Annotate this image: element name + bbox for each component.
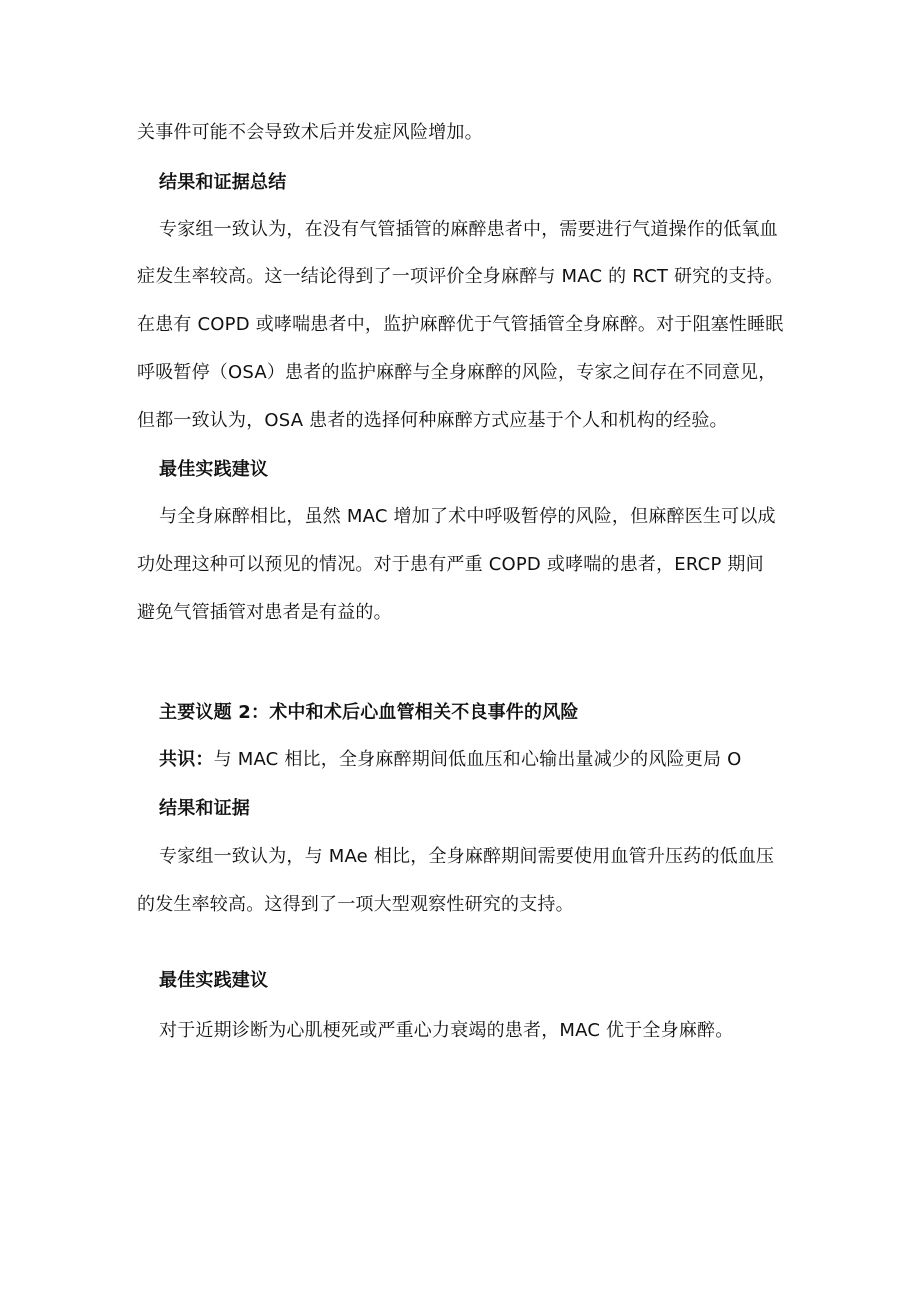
paragraph-line: 在患有 COPD 或哮喘患者中，监护麻醉优于气管插管全身麻醉。对于阻塞性睡眠 (137, 314, 784, 335)
paragraph-line: 关事件可能不会导致术后并发症风险增加。 (137, 122, 483, 143)
paragraph-line: 与全身麻醉相比，虽然 MAC 增加了术中呼吸暂停的风险，但麻醉医生可以成 (159, 506, 776, 527)
paragraph-line: 避免气管插管对患者是有益的。 (137, 602, 392, 623)
paragraph-line: 对于近期诊断为心肌梗死或严重心力衰竭的患者，MAC 优于全身麻醉。 (159, 1020, 734, 1041)
section-heading: 结果和证据 (159, 798, 250, 819)
consensus-text: 与 MAC 相比，全身麻醉期间低血压和心输出量减少的风险更局 O (213, 749, 742, 770)
paragraph-line: 呼吸暂停（OSA）患者的监护麻醉与全身麻醉的风险，专家之间存在不同意见， (137, 362, 777, 383)
paragraph-line: 功处理这种可以预见的情况。对于患有严重 COPD 或哮喘的患者，ERCP 期间 (137, 554, 764, 575)
paragraph-line: 专家组一致认为，在没有气管插管的麻醉患者中，需要进行气道操作的低氧血 (159, 219, 778, 240)
consensus-line (159, 749, 819, 771)
paragraph-line: 但都一致认为，OSA 患者的选择何种麻醉方式应基于个人和机构的经验。 (137, 410, 728, 431)
section-heading: 最佳实践建议 (159, 459, 269, 480)
paragraph-line: 专家组一致认为，与 MAe 相比，全身麻醉期间需要使用血管升压药的低血压 (159, 846, 775, 867)
paragraph-line: 的发生率较高。这得到了一项大型观察性研究的支持。 (137, 894, 574, 915)
section-heading: 主要议题 2：术中和术后心血管相关不良事件的风险 (159, 702, 579, 723)
section-heading: 最佳实践建议 (159, 970, 269, 991)
section-heading: 结果和证据总结 (159, 172, 287, 193)
paragraph-line: 症发生率较高。这一结论得到了一项评价全身麻醉与 MAC 的 RCT 研究的支持。 (137, 266, 784, 287)
consensus-label: 共识： (159, 749, 214, 770)
